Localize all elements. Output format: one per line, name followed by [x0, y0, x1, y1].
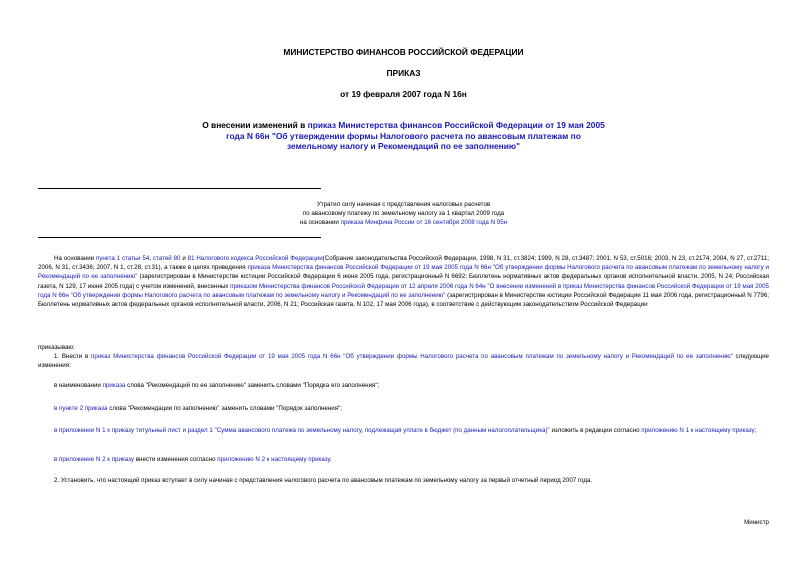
item-1a-link[interactable]: приказа	[102, 382, 126, 389]
orders-label: приказываю:	[38, 344, 75, 351]
item-1b	[38, 404, 769, 413]
preamble-text: На основании	[54, 255, 95, 262]
item-1d-link[interactable]: в приложение N 2 к приказу	[54, 456, 135, 463]
link-article-80[interactable]: статей 80	[152, 255, 181, 262]
item-1b-link[interactable]: в пункте 2 приказа	[54, 405, 108, 412]
note-line-3-prefix: на основании	[299, 219, 339, 226]
item-1d-text: внести изменения согласно	[135, 456, 216, 463]
item-1-text: следующие изменения:	[38, 353, 769, 370]
item-1c-text: изложить в редакции согласно	[551, 427, 640, 434]
item-1c-text: ;	[754, 427, 757, 434]
note-line-3	[150, 218, 657, 227]
document-type: ПРИКАЗ	[386, 68, 421, 78]
item-1d-appendix-link[interactable]: приложению N 2 к настоящему приказу	[217, 456, 330, 463]
item-1-text: 1. Внести в	[54, 353, 89, 360]
link-order-66n[interactable]: приказа Министерства финансов Российской Федерации от 19 мая 2005 года N 66н "Об утверждении формы Налогового расчета по авансовым платежам по земельному налогу и Рекомендаций по ее заполнению"	[38, 264, 769, 281]
link-order-64n[interactable]: приказом Министерства финансов Российской Федерации от 12 апреля 2006 года N 64н "О внесении изменений в приказ Министерства финансов Российской Федерации от 19 мая 2005 года N 66н "Об утверждении формы Налогового расчета по авансовым платежам по земельному налогу и Рекомендаций по ее заполнению"	[38, 282, 769, 299]
item-1	[38, 352, 769, 370]
preamble-text: (Собрание законодательства Российской Федерации, 1998, N 31, ст.3824; 1999, N 28, ст.3487; 2001, N 53, ст.5016; 2003, N 23, ст.2174; 2004, N 27, ст.2711; 2006, N 31, ст.3436; 2007, N 1, ст.28, ст.31), а также в целях приведения	[38, 255, 769, 272]
item-1a-text: в наименовании	[54, 382, 101, 389]
item-2	[38, 476, 769, 485]
note-line-2: по авансовому платежу по земельному налогу за 1 квартал 2009 года	[302, 210, 505, 217]
note-line-1: Утратил силу начиная с представления налоговых расчетов	[316, 201, 491, 208]
item-1-link[interactable]: приказ Министерства финансов Российской Федерации от 19 мая 2005 года N 66н "Об утверждении формы Налогового расчета по авансовым платежам по земельному налогу и Рекомендаций по ее заполнению"	[91, 353, 733, 360]
document-date-number: от 19 февраля 2007 года N 16н	[340, 89, 467, 99]
item-1a-text: слова "Рекомендаций по ее заполнению" заменить словами "Порядка его заполнения";	[127, 382, 380, 389]
link-article-54[interactable]: пункта 1 статьи 54	[95, 255, 150, 262]
item-1c-appendix-link[interactable]: приложению N 1 к настоящему приказу	[641, 427, 755, 434]
divider-top	[38, 188, 321, 189]
item-2-text: 2. Установить, что настоящий приказ вступает в силу начиная с представления налогового расчета по авансовым платежам по земельному налогу за первый отчетный период 2007 года.	[54, 477, 593, 484]
preamble-text: (зарегистрирован в Министерстве юстиции Российской Федерации 6 июня 2005 года, регистрационный N 6692; Бюллетень нормативных актов федеральных органов исполнительной власти, 2005, N 24; Российская газета, N 129, 17 июня 2005 года) с учетом изменений, внесенных	[38, 273, 769, 290]
item-1b-text: слова "Рекомендации по заполнению" заменить словами "Порядок заполнения";	[109, 405, 342, 412]
item-1c-link[interactable]: в приложении N 1 к приказу титульный лист и раздел 1 "Сумма авансового платежа по земельному налогу, подлежащая уплате в бюджет (по данным налогоплательщика)"	[54, 427, 550, 434]
note-link[interactable]: приказа Минфина России от 16 сентября 2008 года N 95н	[340, 219, 508, 226]
item-1d	[38, 455, 769, 464]
item-1a	[38, 381, 769, 390]
preamble-text: (зарегистрирован в Министерстве юстиции Российской Федерации 11 мая 2006 года, регистрационный N 7796; Бюллетень нормативных актов федеральных органов исполнительной власти, 2006, N 21; Российская газета, N 102, 17 мая 2006 года), в соответствие с действующим законодательством Российской Федерации	[38, 291, 769, 309]
title-link[interactable]: приказ Министерства финансов Российской Федерации от 19 мая 2005 года N 66н "Об утверждении формы Налогового расчета по авансовым платежам по земельному налогу и Рекомендаций по ее заполнению"	[226, 120, 605, 151]
signature: Министр	[744, 519, 769, 526]
preamble-text: ,	[149, 255, 152, 262]
item-1d-text: .	[329, 456, 332, 463]
preamble-text: и	[182, 255, 186, 262]
title-prefix: О внесении изменений в	[202, 120, 306, 130]
link-tax-code[interactable]: 81 Налогового кодекса Российской Федерации	[187, 255, 323, 262]
status-note	[150, 200, 657, 227]
ministry-heading: МИНИСТЕРСТВО ФИНАНСОВ РОССИЙСКОЙ ФЕДЕРАЦИИ	[283, 47, 524, 57]
document-title	[200, 120, 607, 152]
preamble-paragraph	[38, 254, 769, 309]
item-1c	[38, 426, 769, 435]
divider-bottom	[38, 237, 321, 238]
